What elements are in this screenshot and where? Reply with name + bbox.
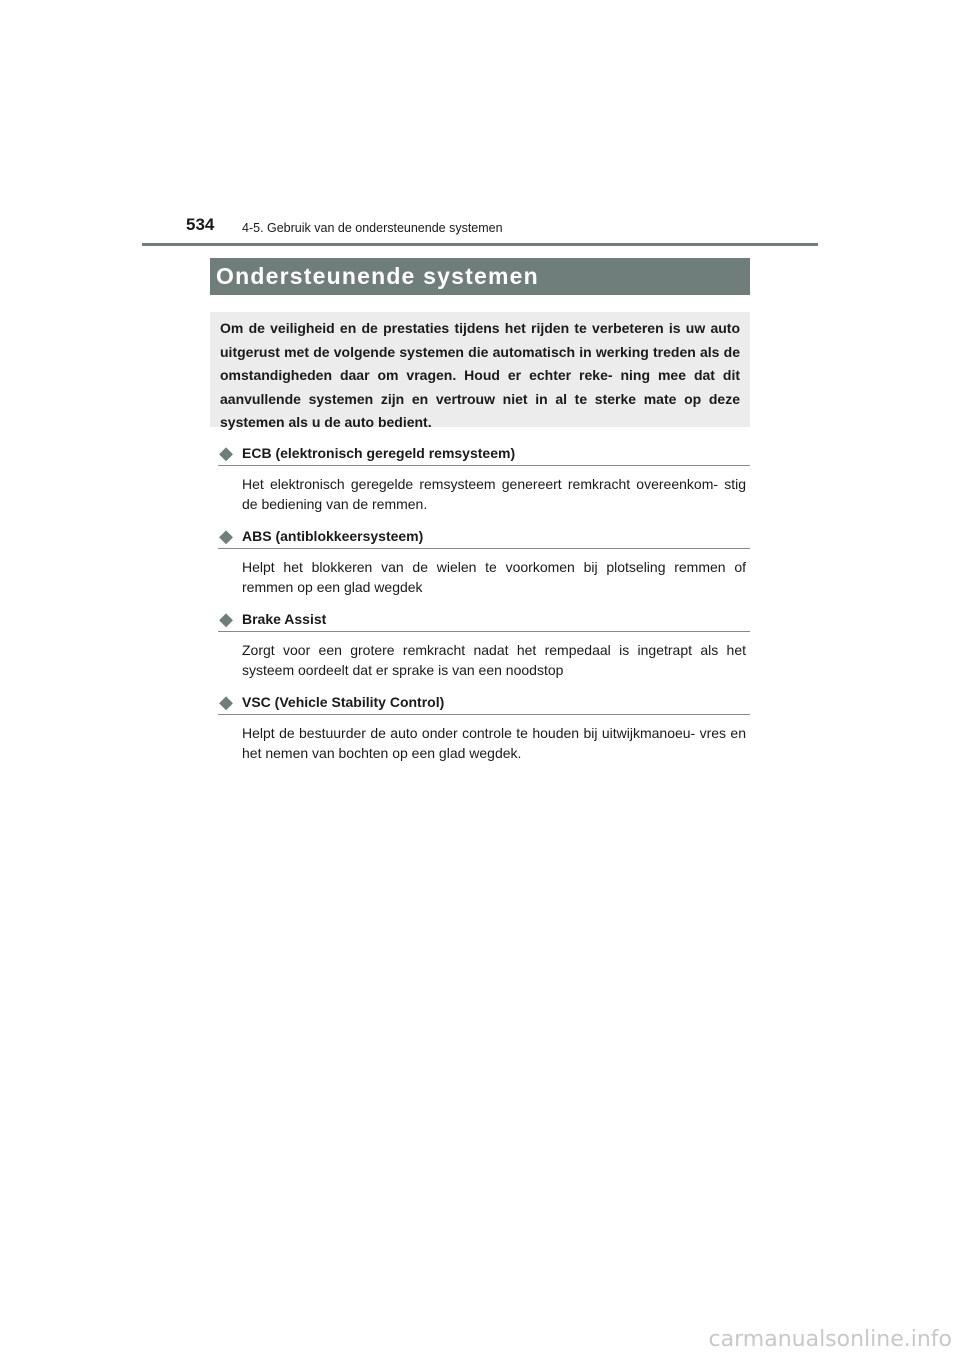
item-title: ECB (elektronisch geregeld remsysteem) <box>242 445 516 461</box>
diamond-icon: ◆ <box>219 443 233 463</box>
list-item <box>218 441 750 514</box>
header-rule <box>142 243 818 246</box>
watermark: carmanualsonline.info <box>708 1327 952 1352</box>
list-item <box>218 524 750 597</box>
item-heading <box>218 690 750 715</box>
page-title: Ondersteunende systemen <box>216 263 539 289</box>
page-number: 534 <box>186 215 215 234</box>
intro-box <box>210 312 750 430</box>
diamond-icon: ◆ <box>219 526 233 546</box>
title-bar <box>210 258 750 295</box>
item-body: Helpt het blokkeren van de wielen te voorkomen bij plotseling remmen of remmen op een glad wegdek <box>242 559 746 595</box>
intro-text: Om de veiligheid en de prestaties tijdens het rijden te verbeteren is uw auto uitgerust met de volgende systemen die automatisch in werking treden als de omstandigheden daar om vragen. Houd er echter reke- ning mee dat dit aanvullende systemen zijn en vertrouw niet in al te sterke mate op deze systemen als u de auto bedient. <box>220 320 740 430</box>
item-title: VSC (Vehicle Stability Control) <box>242 694 445 710</box>
item-heading <box>218 441 750 466</box>
content <box>218 441 750 773</box>
item-heading <box>218 607 750 632</box>
list-item <box>218 690 750 763</box>
diamond-icon: ◆ <box>219 692 233 712</box>
section-reference: 4-5. Gebruik van de ondersteunende systemen <box>242 221 503 235</box>
item-body: Helpt de bestuurder de auto onder controle te houden bij uitwijkmanoeu- vres en het nemen van bochten op een glad wegdek. <box>242 725 746 761</box>
item-heading <box>218 524 750 549</box>
item-title: ABS (antiblokkeersysteem) <box>242 528 424 544</box>
item-title: Brake Assist <box>242 611 327 627</box>
item-body: Het elektronisch geregelde remsysteem genereert remkracht overeenkom- stig de bediening van de remmen. <box>242 476 746 512</box>
item-body: Zorgt voor een grotere remkracht nadat het rempedaal is ingetrapt als het systeem oordeelt dat er sprake is van een noodstop <box>242 642 746 678</box>
diamond-icon: ◆ <box>219 609 233 629</box>
list-item <box>218 607 750 680</box>
